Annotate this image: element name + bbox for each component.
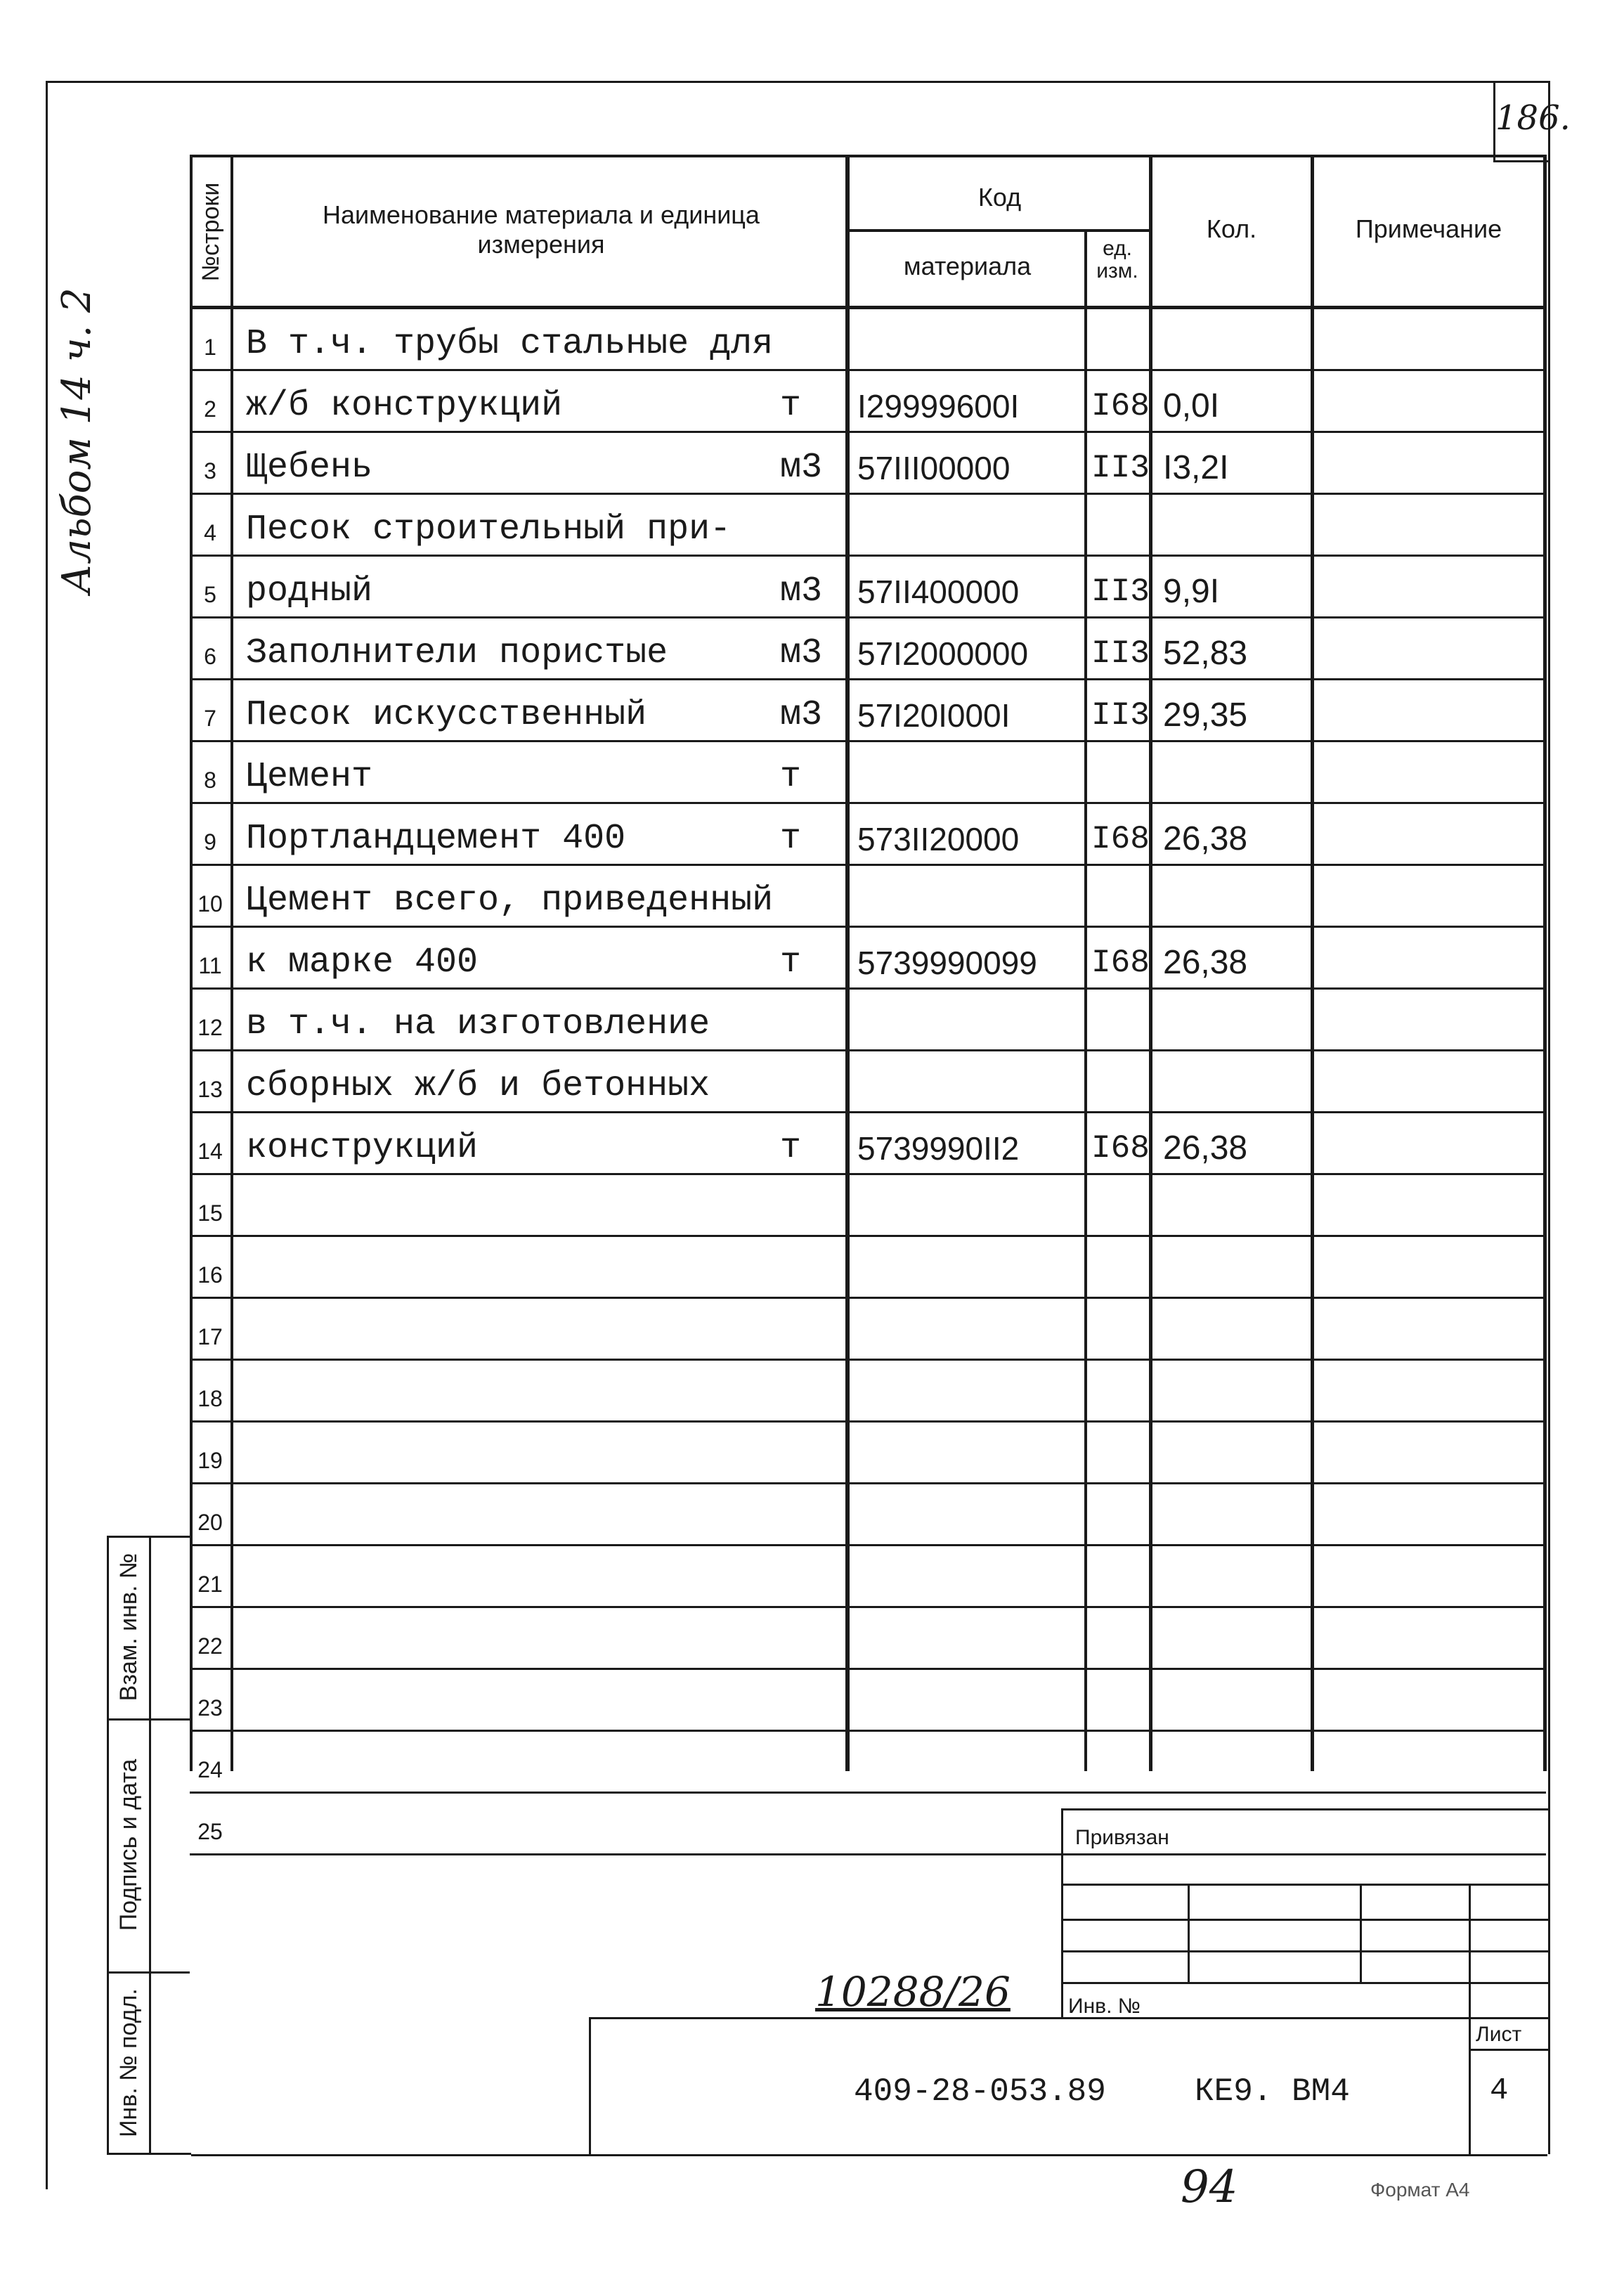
row-unit: м3 [780,448,823,488]
row-name: В т.ч. трубы стальные для [246,324,774,364]
stamp-inv-podl: Инв. № подл. [115,1988,142,2137]
row-code: 57II400000 [857,574,1020,610]
row-qty: 9,9I [1163,573,1220,610]
row-name: Портландцемент 400 [246,819,626,859]
row-number: 17 [197,1324,223,1349]
tb-row-1 [1061,1884,1548,1886]
row-number: 10 [197,891,223,916]
row-name: Песок строительный при- [246,510,732,550]
row-number: 20 [197,1510,223,1535]
row-number: 23 [197,1695,223,1721]
row-number: 22 [197,1633,223,1659]
row-unit: м3 [780,633,823,673]
row-number: 18 [197,1386,223,1411]
row-code: 57I2000000 [857,635,1029,672]
stamp-outer-left [107,1536,109,2154]
row-number: 2 [204,396,216,422]
row-unit-code: I68 [1091,1130,1150,1167]
tb-handwritten-no: 10288/26 [815,1968,1011,2016]
code-sub-line [845,229,1149,232]
table-row [190,1237,1546,1299]
header-qty: Кол. [1206,214,1257,243]
row-code: 5739990II2 [857,1130,1020,1167]
table-row [190,1423,1546,1484]
table-row [190,433,1546,495]
row-qty: 29,35 [1163,697,1248,734]
table-row [190,1361,1546,1423]
row-unit: т [780,386,802,426]
frame-top [46,81,1550,83]
tb-row-3 [1061,1950,1548,1952]
row-unit-code: II3 [1091,574,1150,610]
table-row [190,1546,1546,1608]
row-code: 57III00000 [857,450,1011,486]
table-row [190,1299,1546,1361]
table-row [190,309,1546,371]
stamp-bottom [107,2153,191,2155]
row-separator [190,1853,1546,1855]
table-row [190,371,1546,433]
row-name: сборных ж/б и бетонных [246,1066,710,1106]
row-code: 5739990099 [857,945,1037,981]
row-unit-code: II3 [1091,450,1150,486]
row-name: Цемент [246,757,373,797]
row-number: 12 [197,1015,223,1040]
album-note: Альбом 14 ч. 2 [54,287,100,594]
tb-list-label: Лист [1476,2023,1522,2046]
tb-doc-mark: КЕ9. ВМ4 [1195,2073,1350,2110]
row-code: I29999600I [857,388,1020,425]
row-name: родный [246,571,373,611]
row-qty: 26,38 [1163,820,1248,857]
row-unit: т [780,1128,802,1168]
row-number: 25 [197,1819,223,1844]
table-row [190,928,1546,990]
table-row [190,1670,1546,1732]
row-number: 5 [204,582,216,607]
row-unit: м3 [780,695,823,735]
row-name: Щебень [246,448,373,488]
tb-inv-no: Инв. № [1068,1995,1141,2018]
row-qty: I3,2I [1163,449,1229,486]
row-unit-code: II3 [1091,697,1150,734]
row-number: 15 [197,1200,223,1226]
page-number: 186. [1495,98,1571,138]
row-code: 573II20000 [857,821,1020,857]
stamp-vzam: Взам. инв. № [115,1553,142,1702]
row-qty: 26,38 [1163,944,1248,981]
table-row [190,618,1546,680]
table-row [190,1732,1546,1794]
row-unit: т [780,942,802,983]
row-unit-code: I68 [1091,388,1150,425]
row-number: 9 [204,829,216,855]
frame-left [46,81,48,2189]
table-row [190,495,1546,557]
footer-format: Формат А4 [1370,2179,1470,2201]
row-unit: м3 [780,571,823,611]
tb-privyazan-top [1061,1808,1548,1810]
stamp-div-2 [107,1971,190,1974]
row-number: 13 [197,1077,223,1102]
row-number: 11 [198,953,222,978]
row-name: в т.ч. на изготовление [246,1004,710,1044]
row-number: 19 [197,1448,223,1473]
row-number: 7 [204,706,216,731]
row-name: Заполнители пористые [246,633,668,673]
tb-list-div [1469,2049,1548,2051]
table-row [190,990,1546,1051]
tb-list-value: 4 [1490,2073,1509,2108]
header-code-unit: ед. изм. [1096,237,1138,283]
row-unit-code: I68 [1091,821,1150,857]
row-number: 14 [197,1139,223,1164]
row-qty: 52,83 [1163,635,1248,672]
stamp-podpis: Подпись и дата [115,1758,142,1931]
row-number: 6 [204,644,216,669]
row-number: 4 [204,520,216,545]
table-row [190,866,1546,928]
row-unit: т [780,757,802,797]
row-name: к марке 400 [246,942,479,983]
header-name: Наименование материала и единица измерения [323,200,760,259]
row-unit-code: II3 [1091,635,1150,672]
table-row [190,1051,1546,1113]
row-name: конструкций [246,1128,479,1168]
tb-doc-code: 409-28-053.89 [854,2073,1106,2110]
row-number: 8 [204,767,216,793]
frame-bottom [191,2154,1547,2156]
frame-right [1548,81,1550,2154]
tb-row-4 [1061,1982,1548,1984]
table-row [190,742,1546,804]
table-row [190,1484,1546,1546]
header-code: Код [977,183,1022,212]
row-unit: т [780,819,802,859]
table-row [190,1113,1546,1175]
row-name: Песок искусственный [246,695,647,735]
footer-handwritten-page: 94 [1181,2161,1238,2213]
row-qty: 26,38 [1163,1129,1248,1167]
row-name: Цемент всего, приведенный [246,881,774,921]
header-note: Примечание [1355,214,1502,243]
tb-col-2 [1360,1884,1362,1983]
row-number: 1 [204,335,216,360]
tb-left [1061,1808,1063,2019]
row-code: 57I20I000I [857,697,1011,734]
row-number: 3 [204,458,216,484]
stamp-top [107,1536,190,1538]
row-unit-code: I68 [1091,945,1150,981]
table-row [190,680,1546,742]
tb-main-left [589,2017,591,2154]
stamp-inner-left [149,1536,151,2154]
row-number: 24 [197,1757,223,1782]
tb-row-2 [1061,1919,1548,1921]
header-row-no: №строки [197,182,224,282]
table-row [190,804,1546,866]
row-name: ж/б конструкций [246,386,563,426]
header-code-material: материала [903,252,1032,280]
row-number: 21 [197,1572,223,1597]
table-row [190,557,1546,618]
row-number: 16 [197,1262,223,1288]
table-row [190,1175,1546,1237]
tb-col-1 [1188,1884,1190,1983]
table-top [190,155,1546,157]
table-row [190,1794,1546,1855]
tb-privyazan: Привязан [1075,1826,1169,1849]
row-qty: 0,0I [1163,387,1220,425]
stamp-div-1 [107,1718,190,1721]
table-row [190,1608,1546,1670]
